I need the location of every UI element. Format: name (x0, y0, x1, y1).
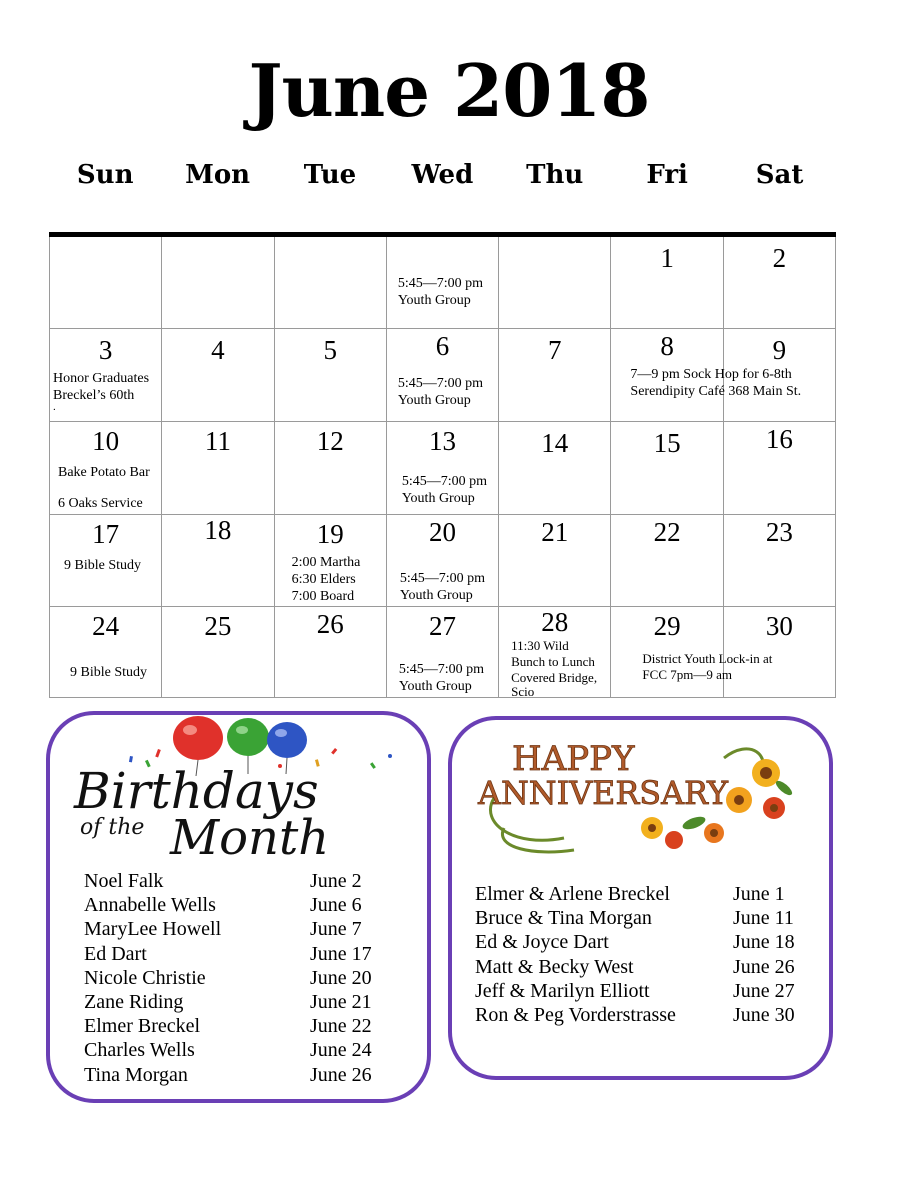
event-date: June 24 (310, 1039, 372, 1062)
event-date: June 17 (310, 942, 372, 965)
list-item (84, 869, 404, 893)
day-cell-19 (275, 515, 387, 607)
list-item (84, 1063, 404, 1087)
person-name: Matt & Becky West (475, 955, 634, 978)
day-cell-22 (611, 515, 723, 607)
event-bible-study: 9 Bible Study (64, 558, 142, 573)
person-name: Jeff & Marilyn Elliott (475, 979, 650, 1002)
day-number: 15 (653, 428, 681, 458)
person-name: Ed & Joyce Dart (475, 931, 609, 954)
day-number: 25 (204, 611, 232, 641)
day-number: 2 (772, 243, 787, 273)
event-elders: 6:30 Elders (291, 572, 356, 587)
day-number: 20 (428, 517, 456, 547)
event-date: June 26 (733, 955, 795, 978)
weekday-header-row (49, 160, 836, 190)
day-cell-empty (50, 237, 162, 329)
day-cell-23 (724, 515, 836, 607)
person-name: Tina Morgan (84, 1063, 188, 1086)
event-martha: 2:00 Martha (291, 555, 361, 570)
list-item (84, 893, 404, 917)
event-fcc-time: FCC 7pm—9 am (642, 667, 732, 682)
day-cell-7 (499, 329, 611, 422)
month-heading: Month (170, 810, 330, 866)
list-item (475, 1003, 815, 1027)
event-scio: Scio (511, 684, 535, 699)
day-number: 10 (92, 426, 120, 456)
day-number: 14 (541, 428, 569, 458)
day-number: 26 (316, 609, 344, 639)
day-cell-20 (387, 515, 499, 607)
day-cell-1 (611, 237, 723, 329)
person-name: Bruce & Tina Morgan (475, 907, 652, 930)
day-cell-17 (50, 515, 162, 607)
anniversary-heading: ANNIVERSARY (477, 774, 729, 812)
event-serendipity-cafe: Serendipity Café 368 Main St. (630, 384, 802, 399)
page-title: June 2018 (248, 48, 650, 133)
event-youth-group: Youth Group (398, 679, 472, 694)
day-number: 24 (92, 611, 120, 641)
event-youth-group: Youth Group (397, 293, 471, 308)
day-cell-15 (611, 422, 723, 515)
day-number: 17 (92, 519, 120, 549)
day-cell-empty (162, 237, 274, 329)
list-item (84, 942, 404, 966)
day-cell-8 (611, 329, 802, 422)
list-item (84, 990, 404, 1014)
list-item (84, 917, 404, 941)
person-name: Ed Dart (84, 942, 147, 965)
event-youth-group: Youth Group (401, 491, 475, 506)
event-youth-group: Youth Group (397, 393, 471, 408)
day-number: 6 (435, 331, 450, 361)
day-number: 30 (765, 611, 793, 641)
weekday-fri: Fri (646, 160, 688, 190)
day-number: 1 (660, 243, 674, 273)
happy-anniversary-graphic (474, 728, 804, 858)
event-covered-bridge: Covered Bridge, (511, 670, 598, 685)
day-cell-24 (50, 607, 162, 698)
event-youth-time: 5:45—7:00 pm (399, 571, 486, 586)
day-cell-28 (499, 607, 611, 698)
event-date: June 2 (310, 870, 362, 892)
day-number: 18 (204, 515, 232, 545)
day-number: 13 (428, 426, 456, 456)
person-name: Ron & Peg Vorderstrasse (475, 1003, 676, 1026)
event-bible-study: 9 Bible Study (70, 665, 148, 680)
day-cell-30 (724, 607, 836, 698)
calendar-grid (49, 237, 836, 698)
person-name: Elmer Breckel (84, 1015, 201, 1038)
day-number: 21 (541, 517, 569, 547)
day-cell-4 (162, 329, 274, 422)
event-date: June 7 (310, 918, 362, 941)
event-date: June 21 (310, 990, 372, 1013)
weekday-sun: Sun (76, 160, 134, 190)
weekday-mon: Mon (185, 160, 251, 190)
event-6-oaks-service: 6 Oaks Service (58, 496, 143, 511)
list-item (475, 979, 815, 1003)
day-number: 5 (323, 335, 337, 365)
anniversaries-list (475, 882, 815, 1027)
day-cell-21 (499, 515, 611, 607)
event-date: June 27 (733, 979, 795, 1002)
event-honor-graduates: Honor Graduates (53, 371, 150, 386)
person-name: MaryLee Howell (84, 918, 222, 941)
event-breckel-60th: Breckel’s 60th (53, 388, 135, 403)
weekday-sat: Sat (755, 160, 804, 190)
day-cell-3 (50, 329, 162, 422)
birthdays-heading: Birthdays (74, 762, 319, 820)
list-item (475, 955, 815, 979)
event-bake-potato-bar: Bake Potato Bar (58, 465, 150, 480)
event-date: June 30 (733, 1003, 795, 1026)
day-cell-empty (387, 237, 499, 329)
list-item (475, 882, 815, 906)
event-wild-bunch-lunch: Bunch to Lunch (511, 654, 595, 669)
event-date: June 22 (310, 1015, 372, 1038)
day-cell-16 (724, 422, 836, 515)
list-item (84, 1014, 404, 1038)
day-cell-26 (275, 607, 387, 698)
event-date: June 26 (310, 1063, 372, 1086)
person-name: Noel Falk (84, 870, 164, 892)
of-the-label: of the (80, 815, 145, 840)
day-cell-5 (275, 329, 387, 422)
day-number: 8 (660, 331, 674, 361)
happy-heading: HAPPY (512, 739, 635, 779)
event-sock-hop: 7—9 pm Sock Hop for 6-8th (630, 367, 792, 382)
birthdays-of-the-month-graphic (70, 716, 415, 866)
day-number: 22 (653, 517, 681, 547)
day-cell-2 (724, 237, 836, 329)
weekday-thu: Thu (526, 160, 584, 190)
day-number: 19 (316, 519, 344, 549)
day-number: 3 (98, 335, 113, 365)
list-item (475, 930, 815, 954)
event-youth-group: Youth Group (399, 588, 473, 603)
day-cell-9 (724, 329, 836, 422)
person-name: Zane Riding (84, 990, 184, 1013)
event-youth-time: 5:45—7:00 pm (398, 662, 485, 677)
event-date: June 18 (733, 931, 795, 954)
day-cell-11 (162, 422, 274, 515)
list-item (84, 966, 404, 990)
day-number: 28 (541, 607, 569, 637)
list-item (475, 906, 815, 930)
day-cell-12 (275, 422, 387, 515)
day-cell-6 (387, 329, 499, 422)
event-date: June 11 (733, 907, 794, 930)
event-wild-bunch: 11:30 Wild (511, 638, 569, 653)
day-number: 16 (765, 424, 793, 454)
day-number: 29 (653, 611, 681, 641)
birthdays-list (84, 869, 404, 1087)
event-youth-time: 5:45—7:00 pm (401, 474, 488, 489)
person-name: Charles Wells (84, 1039, 195, 1062)
day-number: 4 (211, 335, 225, 365)
day-cell-13 (387, 422, 499, 515)
person-name: Elmer & Arlene Breckel (475, 883, 670, 905)
weekday-wed: Wed (411, 160, 474, 190)
day-number: 9 (772, 335, 787, 365)
day-cell-27 (387, 607, 499, 698)
person-name: Nicole Christie (84, 966, 206, 989)
day-cell-29 (611, 607, 773, 698)
day-cell-empty (275, 237, 387, 329)
day-number: 27 (428, 611, 456, 641)
day-cell-25 (162, 607, 274, 698)
list-item (84, 1038, 404, 1062)
weekday-tue: Tue (303, 160, 357, 190)
event-date: June 1 (733, 883, 785, 905)
day-cell-14 (499, 422, 611, 515)
day-number: 23 (765, 517, 793, 547)
day-number: 12 (316, 426, 344, 456)
event-district-lockin: District Youth Lock-in at (642, 651, 773, 666)
event-date: June 6 (310, 894, 362, 917)
day-number: 7 (548, 335, 562, 365)
day-cell-empty (499, 237, 611, 329)
person-name: Annabelle Wells (84, 894, 216, 917)
event-youth-time: 5:45—7:00 pm (397, 276, 484, 291)
event-board: 7:00 Board (291, 589, 355, 604)
day-cell-18 (162, 515, 274, 607)
event-date: June 20 (310, 966, 372, 989)
event-youth-time: 5:45—7:00 pm (397, 376, 484, 391)
day-number: 11 (204, 426, 231, 456)
event-dot: . (53, 401, 56, 413)
day-cell-10 (50, 422, 162, 515)
